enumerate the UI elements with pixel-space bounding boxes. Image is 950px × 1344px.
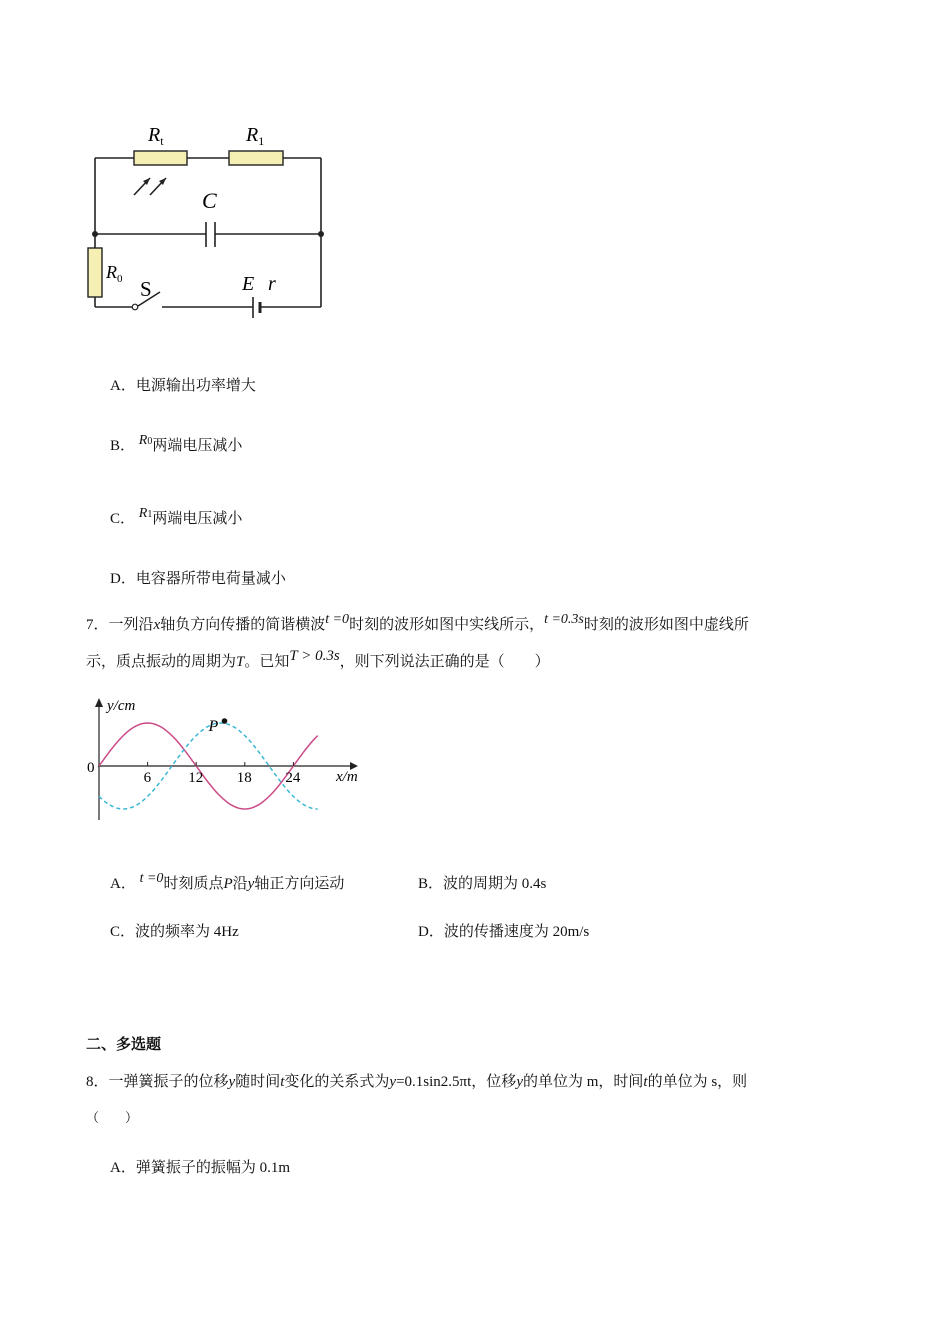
q6-option-c[interactable]: C． R1两端电压减小 xyxy=(110,506,243,527)
q8-option-a[interactable]: A．弹簧振子的振幅为 0.1m xyxy=(110,1160,291,1176)
label-emf: E xyxy=(242,273,255,295)
x-tick-label: 18 xyxy=(236,770,252,786)
resistor-r0 xyxy=(88,248,102,297)
y-axis-label: y/cm xyxy=(107,698,136,714)
x-tick-label: 6 xyxy=(143,770,152,786)
circuit-diagram xyxy=(70,110,350,330)
q7-stem-line2: 示，质点振动的周期为T。已知T > 0.3s，则下列说法正确的是（ ） xyxy=(86,648,550,670)
label-switch: S xyxy=(140,277,152,301)
junction-left xyxy=(92,231,98,237)
resistor-rt xyxy=(134,151,187,165)
switch-pivot xyxy=(132,304,138,310)
q6-option-a[interactable]: A．电源输出功率增大 xyxy=(110,378,256,394)
q6-option-b[interactable]: B． R0两端电压减小 xyxy=(110,433,243,454)
resistor-r1 xyxy=(229,151,283,165)
q7-option-b[interactable]: B．波的周期为 0.4s xyxy=(418,876,547,892)
x-axis-label: x/m xyxy=(336,769,358,785)
y-axis-arrow xyxy=(95,698,103,707)
math-r1: R1 xyxy=(138,506,153,521)
label-r1: $R_1$ xyxy=(246,124,265,148)
wave-chart xyxy=(80,690,380,830)
q7-stem-line1: 7．一列沿x轴负方向传播的简谐横波t =0时刻的波形如图中实线所示，t =0.3s时刻的波形如图中虚线所 xyxy=(86,612,749,633)
label-r0: $R_0$ xyxy=(106,262,123,285)
q7-option-c[interactable]: C．波的频率为 4Hz xyxy=(110,924,239,940)
q6-option-d[interactable]: D．电容器所带电荷量减小 xyxy=(110,571,286,587)
point-p-label: P xyxy=(208,718,219,735)
math-r0: R0 xyxy=(138,433,153,448)
label-rt: $R_t$ xyxy=(148,124,164,148)
junction-right xyxy=(318,231,324,237)
point-p-marker xyxy=(222,718,228,724)
q8-stem-line2: （ ） xyxy=(86,1110,139,1125)
label-c: C xyxy=(202,188,217,213)
label-internal-r: r xyxy=(268,273,276,295)
origin-label: 0 xyxy=(87,760,95,776)
q7-option-d[interactable]: D．波的传播速度为 20m/s xyxy=(418,924,590,940)
q7-option-a[interactable]: A． t =0时刻质点P沿y轴正方向运动 xyxy=(110,871,345,892)
q8-stem-line1: 8．一弹簧振子的位移y随时间t变化的关系式为y=0.1sin2.5πt，位移y的单位为 m，时间t的单位为 s，则 xyxy=(86,1074,748,1090)
section-title-multiple-choice: 二、多选题 xyxy=(86,1037,162,1053)
x-tick-label: 24 xyxy=(285,770,301,786)
x-tick-label: 12 xyxy=(188,770,204,786)
